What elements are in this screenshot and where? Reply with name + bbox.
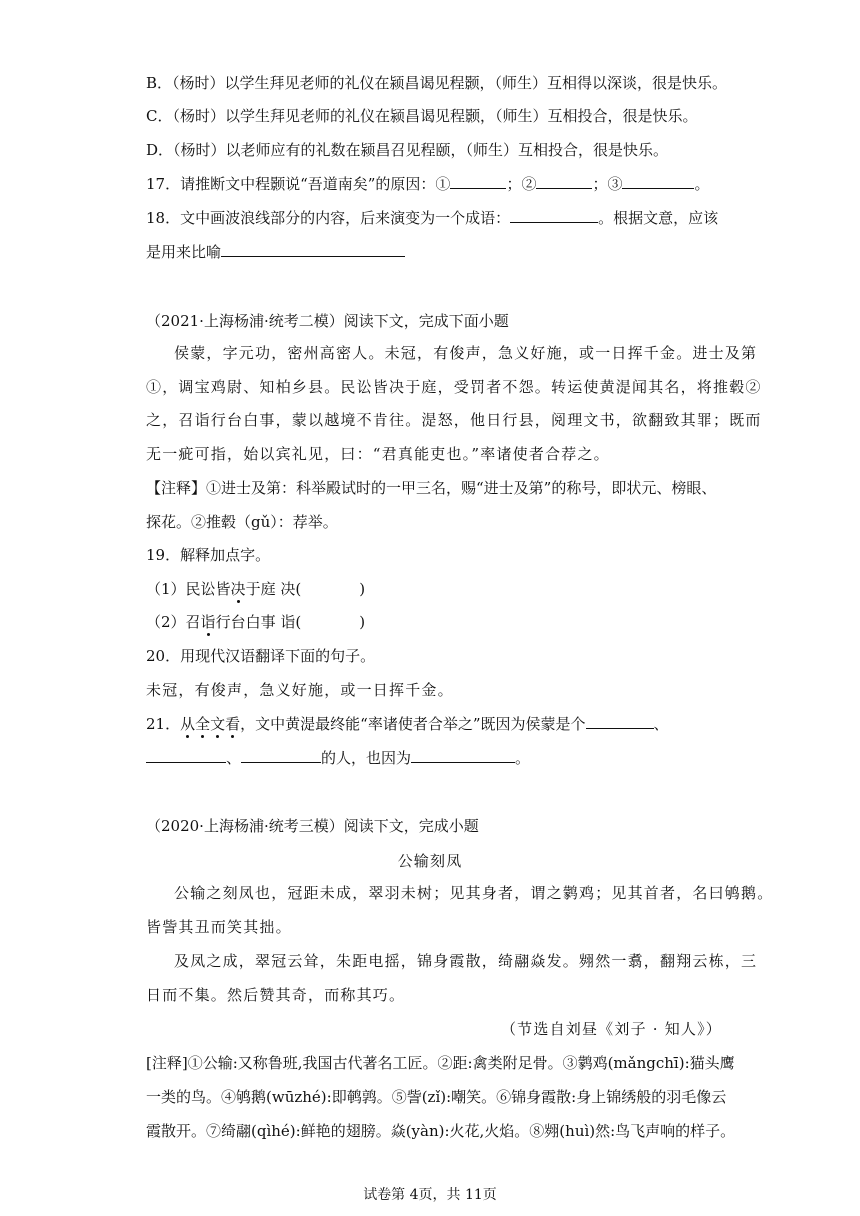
q16-option-c: C．（杨时）以学生拜见老师的礼仪在颍昌谒见程颢，（师生）互相投合，很是快乐。 bbox=[146, 107, 698, 125]
emphasis-char: 全 bbox=[195, 715, 211, 733]
passage2-note: 探花。②推毂（gǔ）：荐举。 bbox=[146, 513, 338, 531]
q19-item-1: （1）民讼皆决于庭 决( ) bbox=[146, 580, 366, 598]
q18-blank-2[interactable] bbox=[221, 242, 405, 257]
passage3-line: 公输之刻凤也，冠距未成，翠羽未树；见其身者，谓之鹲鸡；见其首者，名曰鸲鹅。 bbox=[174, 884, 774, 902]
passage3-citation: （节选自刘昼《刘子 · 知人》） bbox=[500, 1020, 722, 1038]
passage3-note: 一类的鸟。④鸲鹅(wūzhé):即鹌鹑。⑤訾(zǐ):嘲笑。⑥锦身霞散:身上锦绣般的羽毛像云 bbox=[146, 1088, 727, 1106]
passage2-line: 之，召诣行台白事，蒙以越境不肯往。湜怒，他日行县，阅理文书，欲翻致其罪；既而 bbox=[146, 411, 762, 429]
q19-answer-2[interactable] bbox=[301, 613, 359, 627]
q19-item-2: （2）召诣行台白事 诣( ) bbox=[146, 613, 366, 631]
passage3-note: [注释]①公输:又称鲁班,我国古代著名工匠。②距:禽类附足骨。③鹲鸡(mǎngchī):猫头鹰 bbox=[146, 1054, 735, 1072]
q21-blank-3[interactable] bbox=[241, 748, 321, 763]
q18-question-line1: 18．文中画波浪线部分的内容，后来演变为一个成语： 。根据文意，应该 bbox=[146, 209, 719, 227]
q19-title: 19．解释加点字。 bbox=[146, 546, 271, 564]
passage2-source: （2021·上海杨浦·统考二模）阅读下文，完成下面小题 bbox=[146, 312, 509, 330]
emphasis-char: 文 bbox=[210, 715, 226, 733]
passage3-title: 公输刻凤 bbox=[397, 852, 463, 870]
q21-question-line1: 21．从全文看，文中黄湜最终能“率诸使者合举之”既因为侯蒙是个 、 bbox=[146, 715, 669, 733]
passage2-line: 无一疵可指，始以宾礼见，曰：“君真能吏也。”率诸使者合荐之。 bbox=[146, 445, 610, 463]
passage2-note: 【注释】①进士及第：科举殿试时的一甲三名，赐“进士及第”的称号，即状元、榜眼、 bbox=[146, 479, 717, 497]
q21-question-line2: 、 的人，也因为 。 bbox=[146, 748, 750, 768]
q16-option-b: B．（杨时）以学生拜见老师的礼仪在颍昌谒见程颢，（师生）互相得以深谈，很是快乐。 bbox=[146, 74, 728, 92]
q21-blank-1[interactable] bbox=[586, 714, 654, 729]
q18-blank-1[interactable] bbox=[510, 208, 598, 223]
emphasis-char: 诣 bbox=[200, 613, 216, 631]
q21-blank-2[interactable] bbox=[146, 748, 226, 763]
passage3-line: 日而不集。然后赞其奇，而称其巧。 bbox=[146, 986, 406, 1004]
q17-blank-3[interactable] bbox=[622, 174, 694, 189]
q21-blank-4[interactable] bbox=[411, 748, 515, 763]
q20-title: 20．用现代汉语翻译下面的句子。 bbox=[146, 647, 376, 665]
page-footer: 试卷第 4页，共 11页 bbox=[363, 1187, 497, 1203]
q17-blank-1[interactable] bbox=[450, 174, 506, 189]
passage3-line: 及凤之成，翠冠云耸，朱距电摇，锦身霞散，绮翮焱发。翙然一翥，翻翔云栋，三 bbox=[174, 952, 758, 970]
emphasis-char: 决 bbox=[230, 580, 246, 598]
q20-sentence: 未冠，有俊声，急义好施，或一日挥千金。 bbox=[146, 681, 454, 699]
q18-question-line2: 是用来比喻 bbox=[146, 242, 750, 262]
passage2-line: 侯蒙，字元功，密州高密人。未冠，有俊声，急义好施，或一日挥千金。进士及第 bbox=[174, 344, 758, 362]
q17-blank-2[interactable] bbox=[536, 174, 592, 189]
emphasis-char: 从 bbox=[180, 715, 196, 733]
q17-question: 17．请推断文中程颢说“吾道南矣”的原因：① ；② ；③ 。 bbox=[146, 175, 710, 193]
q19-answer-1[interactable] bbox=[301, 580, 359, 594]
passage2-line: ①，调宝鸡尉、知柏乡县。民讼皆决于庭，受罚者不怨。转运使黄湜闻其名，将推毂② bbox=[146, 378, 762, 396]
passage3-note: 霞散开。⑦绮翮(qìhé):鲜艳的翅膀。焱(yàn):火花,火焰。⑧翙(huì)然:鸟飞声响的样子。 bbox=[146, 1122, 736, 1140]
q16-option-d: D．（杨时）以老师应有的礼数在颍昌召见程颐，（师生）互相投合，很是快乐。 bbox=[146, 141, 669, 159]
passage3-source: （2020·上海杨浦·统考三模）阅读下文，完成小题 bbox=[146, 817, 479, 835]
passage3-line: 皆訾其丑而笑其拙。 bbox=[146, 918, 292, 936]
emphasis-char: 看 bbox=[225, 715, 241, 733]
